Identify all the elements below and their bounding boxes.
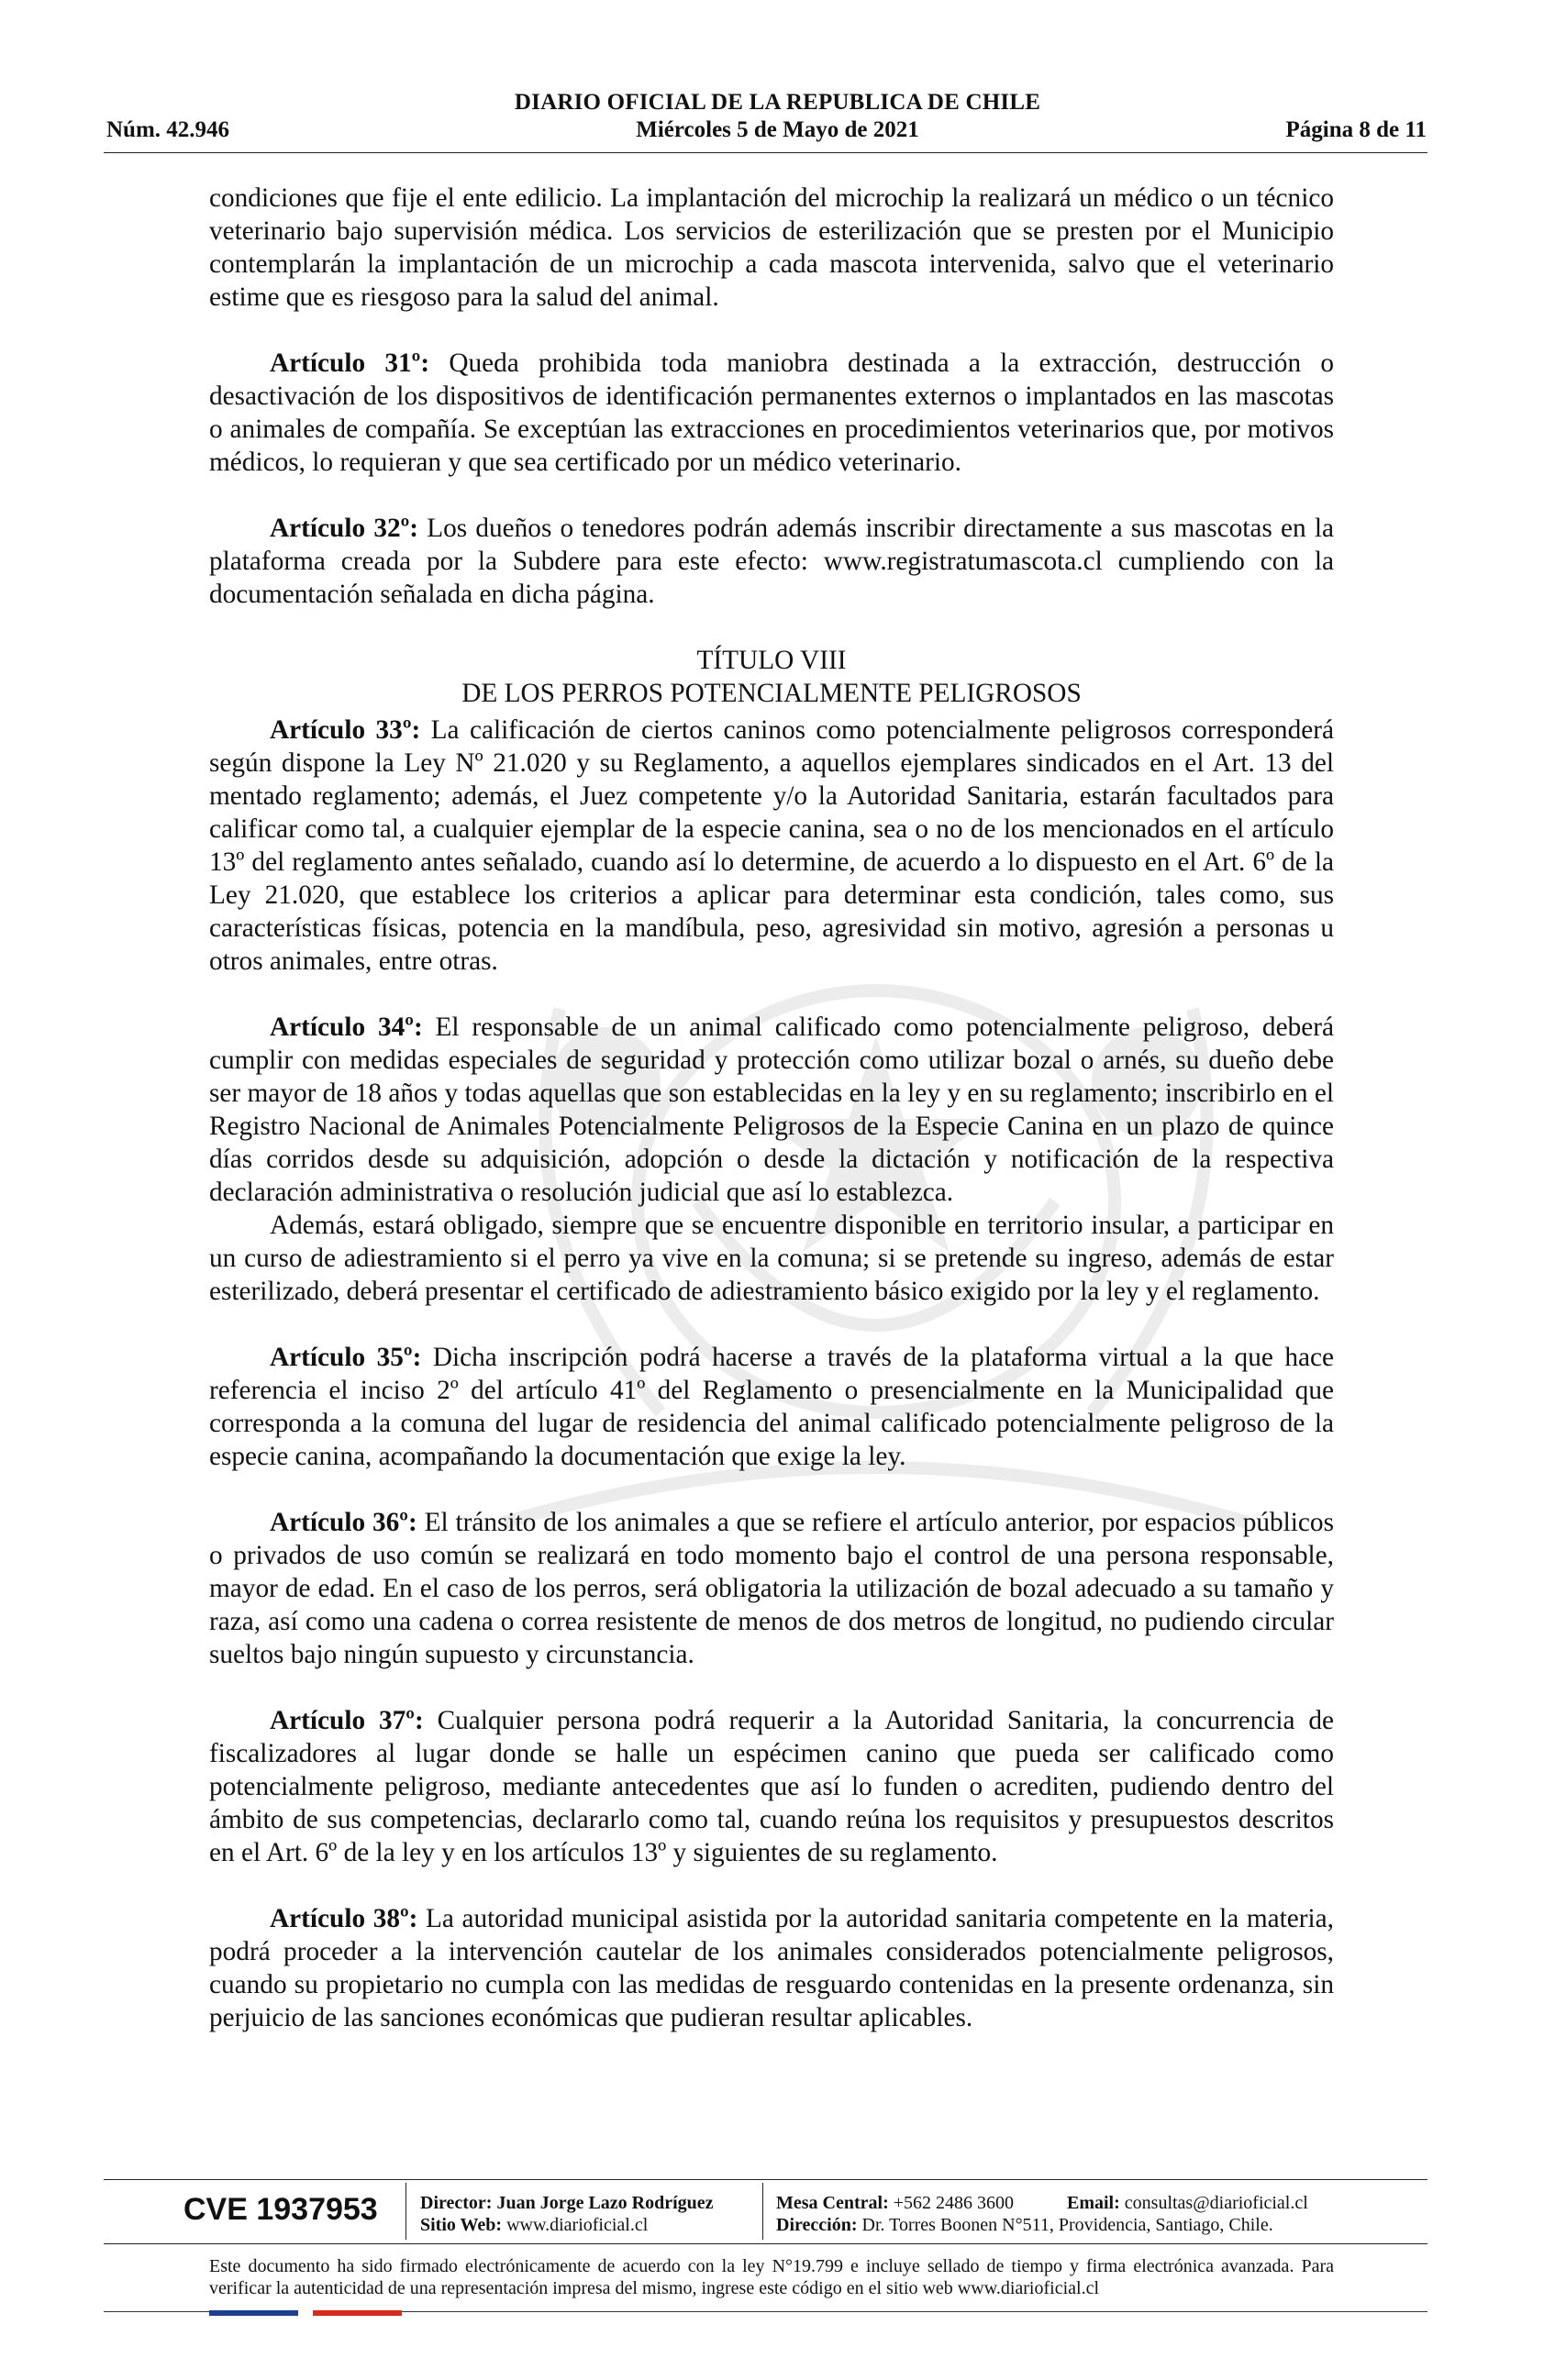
section-title [209, 644, 1334, 710]
phone-number: +562 2486 3600 [893, 2193, 1015, 2213]
article-31-text: Queda prohibida toda maniobra destinada a la extracción, destrucción o desactivación de los dispositivos de identificación permanentes externos o implantados en las mascotas o animales de compañía. Se exceptúan las extracciones en procedimientos veterinarios que, por motivos médicos, lo requieran y que sea certificado por un médico veterinario. [209, 349, 1334, 477]
page-number: Página 8 de 11 [1285, 117, 1427, 142]
article-36-text: El tránsito de los animales a que se refiere el artículo anterior, por espacios públicos o privados de uso común se realizará en todo momento bajo el control de una persona responsable, mayor de edad. En el caso de los perros, será obligatoria la utilización de bozal adecuado a su tamaño y raza, así como una cadena o correa resistente de menos de dos metros de longitud, no pudiendo circular sueltos bajo ningún supuesto y circunstancia. [209, 1508, 1334, 1669]
article-34-label: Artículo 34º: [270, 1013, 423, 1042]
article-35-text: Dicha inscripción podrá hacerse a través de la plataforma virtual a la que hace referencia el inciso 2º del artículo 41º del Reglamento o presencialmente en la Municipalidad que corresponda a la comuna del lugar de residencia del animal calificado potencialmente peligroso de la especie canina, acompañando la documentación que exige la ley. [209, 1343, 1334, 1471]
address-text: Dr. Torres Boonen N°511, Providencia, Santiago, Chile. [861, 2215, 1273, 2235]
article-37-label: Artículo 37º: [270, 1706, 424, 1735]
website-label: Sitio Web: [420, 2215, 503, 2235]
director-label: Director: [420, 2193, 493, 2213]
header-divider [104, 152, 1427, 153]
article-31-label: Artículo 31º: [270, 349, 430, 378]
article-35 [209, 1341, 1334, 1473]
paragraph-continuation: condiciones que fije el ente edilicio. La implantación del microchip la realizará un médico o un técnico veterinario bajo supervisión médica. Los servicios de esterilización que se presten por el Municipio contemplarán la implantación de un microchip a cada mascota intervenida, salvo que el veterinario estime que es riesgoso para la salud del animal. [209, 183, 1334, 312]
article-32-label: Artículo 32º: [270, 514, 419, 543]
article-38 [209, 1902, 1334, 2034]
journal-title: DIARIO OFICIAL DE LA REPUBLICA DE CHILE [514, 90, 1041, 115]
flag-stripe-red [313, 2310, 402, 2316]
address-label: Dirección: [776, 2215, 858, 2235]
email-link[interactable]: consultas@diarioficial.cl [1124, 2193, 1308, 2213]
article-36 [209, 1506, 1334, 1671]
phone-line [776, 2192, 1014, 2214]
flag-stripe [209, 2310, 402, 2316]
article-34-text: El responsable de un animal calificado como potencialmente peligroso, deberá cumplir con medidas especiales de seguridad y protección como utilizar bozal o arnés, su dueño debe ser mayor de 18 años y todas aquellas que son establecidas en la ley y en su reglamento; inscribirlo en el Registro Nacional de Animales Potencialmente Peligrosos de la Especie Canina en un plazo de quince días corridos desde su adquisición, adopción o desde la dictación y notificación de la respectiva declaración administrativa o resolución judicial que así lo establezca. [209, 1013, 1334, 1207]
article-38-text: La autoridad municipal asistida por la autoridad sanitaria competente en la materia, podrá proceder a la intervención cautelar de los animales considerados potencialmente peligrosos, cuando su propietario no cumpla con las medidas de resguardo contenidas en la presente ordenanza, sin perjuicio de las sanciones económicas que pudieran resultar aplicables. [209, 1904, 1334, 2032]
article-32 [209, 512, 1334, 611]
legal-notice: Este documento ha sido firmado electrónicamente de acuerdo con la ley N°19.799 e incluye sellado de tiempo y firma electrónica avanzada. Para verificar la autenticidad de una representación impresa del mismo, ingrese este código en el sitio web www.diarioficial.cl [209, 2256, 1334, 2298]
flag-stripe-blue [209, 2310, 298, 2316]
email-line [1067, 2192, 1308, 2214]
footer-separator-1 [405, 2183, 406, 2240]
article-37 [209, 1704, 1334, 1869]
article-34 [209, 1011, 1334, 1209]
issue-date: Miércoles 5 de Mayo de 2021 [636, 117, 919, 142]
article-36-label: Artículo 36º: [270, 1508, 417, 1537]
footer-divider-mid [104, 2243, 1427, 2244]
director-name: Juan Jorge Lazo Rodríguez [496, 2193, 714, 2213]
address-line [776, 2214, 1273, 2236]
footer-divider-top [104, 2179, 1427, 2180]
website-line [420, 2214, 648, 2236]
article-35-label: Artículo 35º: [270, 1343, 422, 1372]
email-label: Email: [1067, 2193, 1120, 2213]
article-31 [209, 347, 1334, 479]
document-body [209, 182, 1334, 2067]
article-33-text: La calificación de ciertos caninos como potencialmente peligrosos corresponderá según dispone la Ley Nº 21.020 y su Reglamento, a aquellos ejemplares sindicados en el Art. 13 del mentado reglamento; además, el Juez competente y/o la Autoridad Sanitaria, estarán facultados para calificar como tal, a cualquier ejemplar de la especie canina, sea o no de los mencionados en el artículo 13º del reglamento antes señalado, cuando así lo determine, de acuerdo a lo dispuesto en el Art. 6º de la Ley 21.020, que establece los criterios a aplicar para determinar esta condición, tales como, sus características físicas, potencia en la mandíbula, peso, agresividad sin motivo, agresión a personas u otros animales, entre otras. [209, 715, 1334, 976]
website-link[interactable]: www.diarioficial.cl [506, 2215, 649, 2235]
article-33 [209, 714, 1334, 978]
cve-code: CVE 1937953 [183, 2192, 378, 2227]
article-32-text: Los dueños o tenedores podrán además inscribir directamente a sus mascotas en la plataforma creada por la Subdere para este efecto: www.registratumascota.cl cumpliendo con la documentación señalada en dicha página. [209, 514, 1334, 609]
article-33-label: Artículo 33º: [270, 715, 421, 745]
section-title-number: TÍTULO VIII [696, 646, 847, 675]
director-line [420, 2192, 714, 2214]
phone-label: Mesa Central: [776, 2193, 889, 2213]
footer-separator-2 [762, 2183, 763, 2240]
flag-stripe-white [298, 2310, 314, 2316]
article-38-label: Artículo 38º: [270, 1904, 418, 1933]
issue-number: Núm. 42.946 [106, 117, 230, 142]
article-34-second-paragraph: Además, estará obligado, siempre que se encuentre disponible en territorio insular, a participar en un curso de adiestramiento si el perro ya vive en la comuna; si se pretende su ingreso, además de estar esterilizado, deberá presentar el certificado de adiestramiento básico exigido por la ley y el reglamento. [209, 1211, 1334, 1306]
section-title-name: DE LOS PERROS POTENCIALMENTE PELIGROSOS [461, 679, 1082, 708]
article-37-text: Cualquier persona podrá requerir a la Autoridad Sanitaria, la concurrencia de fiscalizadores al lugar donde se halle un espécimen canino que pueda ser calificado como potencialmente peligroso, mediante antecedentes que así lo funden o acrediten, pudiendo dentro del ámbito de sus competencias, declararlo como tal, cuando reúna los requisitos y presupuestos descritos en el Art. 6º de la ley y en los artículos 13º y siguientes de su reglamento. [209, 1706, 1334, 1867]
